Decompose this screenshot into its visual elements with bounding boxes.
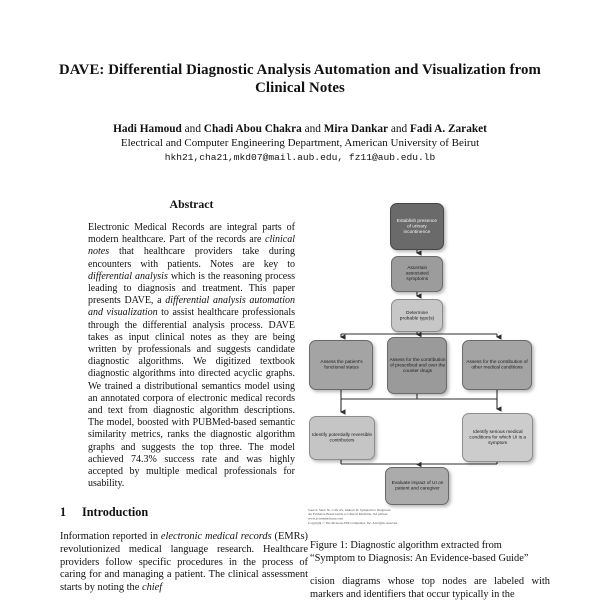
paper-header: [40, 62, 560, 163]
flowchart-node-determine-type: Determine probable type(s): [391, 299, 443, 332]
email-line: hkh21,cha21,mkd07@mail.aub.edu, fz11@aub.edu.lb: [164, 152, 436, 163]
abstract-section: [88, 197, 295, 490]
section-title: Introduction: [82, 505, 149, 520]
abstract-paragraph: Electronic Medical Records are integral parts of modern healthcare. Part of the records are clinical notes that healthcare providers take during encounters with patients. Notes are key to differential analysis which is the reasoning process leading to diagnosis and treatment. This paper presents DAVE, a differential analysis automation and visualization to assist healthcare professionals through the differential analysis process. DAVE takes as input clinical notes as they are being written by professionals and suggests candidate diagnostic algorithms. We digitized textbook diagnostic algorithms into directed acyclic graphs. We trained a distributional semantics model using an annotated corpora of electronic medical records and text from diagnostic algorithm descriptions. The model, boosted with PUBMed-based semantic similarity metrics, ranks the diagnostic algorithm graphs and suggests the top three. The model achieved 74.3% success rate and was highly accepted by multiple medical professionals for usability.: [88, 222, 295, 490]
flowchart-node-drugs-contribution: Assess for the contribution of prescribed and over the counter drugs: [387, 337, 447, 394]
paper-title-line-2: Clinical Notes: [255, 79, 345, 96]
affiliation-line: Electrical and Computer Engineering Department, American University of Beirut: [120, 137, 480, 149]
section-number: 1: [60, 505, 67, 520]
flowchart-node-ascertain-symptoms: Ascertain associated symptoms: [391, 256, 443, 292]
flowchart-node-evaluate-impact: Evaluate impact of UI on patient and caregiver: [385, 467, 449, 505]
paper-title-line-1: DAVE: Differential Diagnostic Analysis Automation and Visualization from: [59, 62, 541, 78]
figure-source-note: Source: Stern SC, Cifu AS, Altkorn D: Symptom to Diagnosis: An Evidence-Based Guide to Clinical Medicine, 3rd edition: www.accessmedicine.com Copyright © The McGraw-Hill Companies, Inc. All rights reserved.: [308, 508, 398, 526]
section-heading-introduction: [60, 505, 308, 520]
flowchart-node-functional-status: Assess the patient's functional status: [309, 340, 373, 390]
flowchart-node-serious-conditions: Identify serious medical conditions for which UI is a symptom: [462, 413, 533, 462]
left-column: [60, 197, 308, 594]
figure1-caption: Figure 1: Diagnostic algorithm extracted from “Symptom to Diagnosis: An Evidence-based Guide”: [310, 540, 529, 565]
author-line: Hadi Hamoud and Chadi Abou Chakra and Mira Dankar and Fadi A. Zaraket: [113, 123, 487, 135]
flowchart-node-establish-presence: Establish presence of urinary incontinence: [390, 203, 444, 250]
flowchart-node-medical-conditions: Assess for the contribution of other medical conditions: [462, 340, 532, 390]
right-column-paragraph: cision diagrams whose top nodes are labeled with markers and identifiers that occur typically in the: [310, 576, 550, 600]
figure1-flowchart: [305, 200, 545, 540]
introduction-paragraph: Information reported in electronic medical records (EMRs) revolutionized medical language research. Healthcare providers follow specific procedures in the process of caring for and managing a patient. The clinical assessment starts by noting the chief: [60, 531, 309, 593]
flowchart-node-reversible-contributors: Identify potentially reversible contributors: [309, 416, 375, 460]
abstract-heading: Abstract: [169, 197, 214, 211]
